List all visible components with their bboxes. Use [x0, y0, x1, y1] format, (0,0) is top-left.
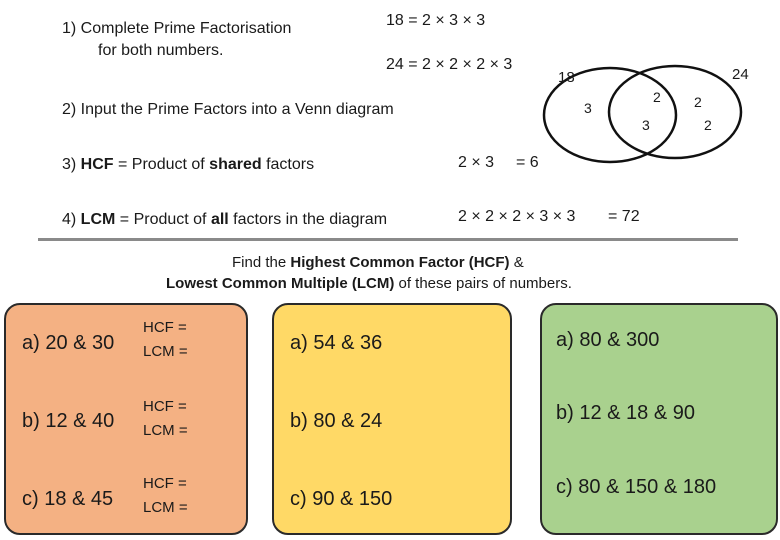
green-question-b: b) 12 & 18 & 90 — [556, 402, 695, 424]
instruction-line-2: Lowest Common Multiple (LCM) of these pairs of numbers. — [166, 275, 572, 292]
step-1-line-1: 1) Complete Prime Factorisation — [62, 20, 292, 37]
lcm-expression: 2 × 2 × 2 × 3 × 3 — [458, 208, 576, 225]
step-4: 4) LCM = Product of all factors in the diagram — [62, 211, 388, 228]
venn-label-24: 24 — [732, 66, 749, 83]
yellow-question-b: b) 80 & 24 — [290, 410, 383, 432]
yellow-question-card — [272, 303, 512, 535]
factorisation-18: 18 = 2 × 3 × 3 — [386, 12, 486, 29]
green-question-card — [540, 303, 778, 535]
yellow-question-a: a) 54 & 36 — [290, 332, 383, 354]
hcf-value: = 6 — [516, 154, 539, 171]
lcm-label: LCM = — [143, 343, 188, 360]
orange-question-a: a) 20 & 30 — [22, 332, 115, 354]
divider-line — [38, 238, 738, 241]
lcm-value: = 72 — [608, 208, 640, 225]
venn-right-only-factor: 2 — [694, 94, 702, 110]
venn-left-only-factor: 3 — [584, 100, 592, 116]
venn-shared-factor: 2 — [653, 89, 661, 105]
factorisation-24: 24 = 2 × 2 × 2 × 3 — [386, 56, 513, 73]
hcf-label: HCF = — [143, 319, 187, 336]
step-1-line-2: for both numbers. — [98, 42, 224, 59]
lcm-label: LCM = — [143, 422, 188, 439]
venn-right-only-factor: 2 — [704, 117, 712, 133]
green-question-a: a) 80 & 300 — [556, 329, 660, 351]
hcf-label: HCF = — [143, 398, 187, 415]
venn-label-18: 18 — [558, 69, 575, 86]
orange-question-b: b) 12 & 40 — [22, 410, 115, 432]
orange-question-card — [4, 303, 248, 535]
green-question-c: c) 80 & 150 & 180 — [556, 476, 717, 498]
lcm-label: LCM = — [143, 499, 188, 516]
hcf-expression: 2 × 3 — [458, 154, 495, 171]
yellow-question-c: c) 90 & 150 — [290, 488, 393, 510]
instruction-line-1: Find the Highest Common Factor (HCF) & — [232, 254, 524, 271]
orange-question-c: c) 18 & 45 — [22, 488, 114, 510]
step-3: 3) HCF = Product of shared factors — [62, 156, 315, 173]
venn-shared-factor: 3 — [642, 117, 650, 133]
step-2: 2) Input the Prime Factors into a Venn diagram — [62, 101, 394, 118]
hcf-label: HCF = — [143, 475, 187, 492]
